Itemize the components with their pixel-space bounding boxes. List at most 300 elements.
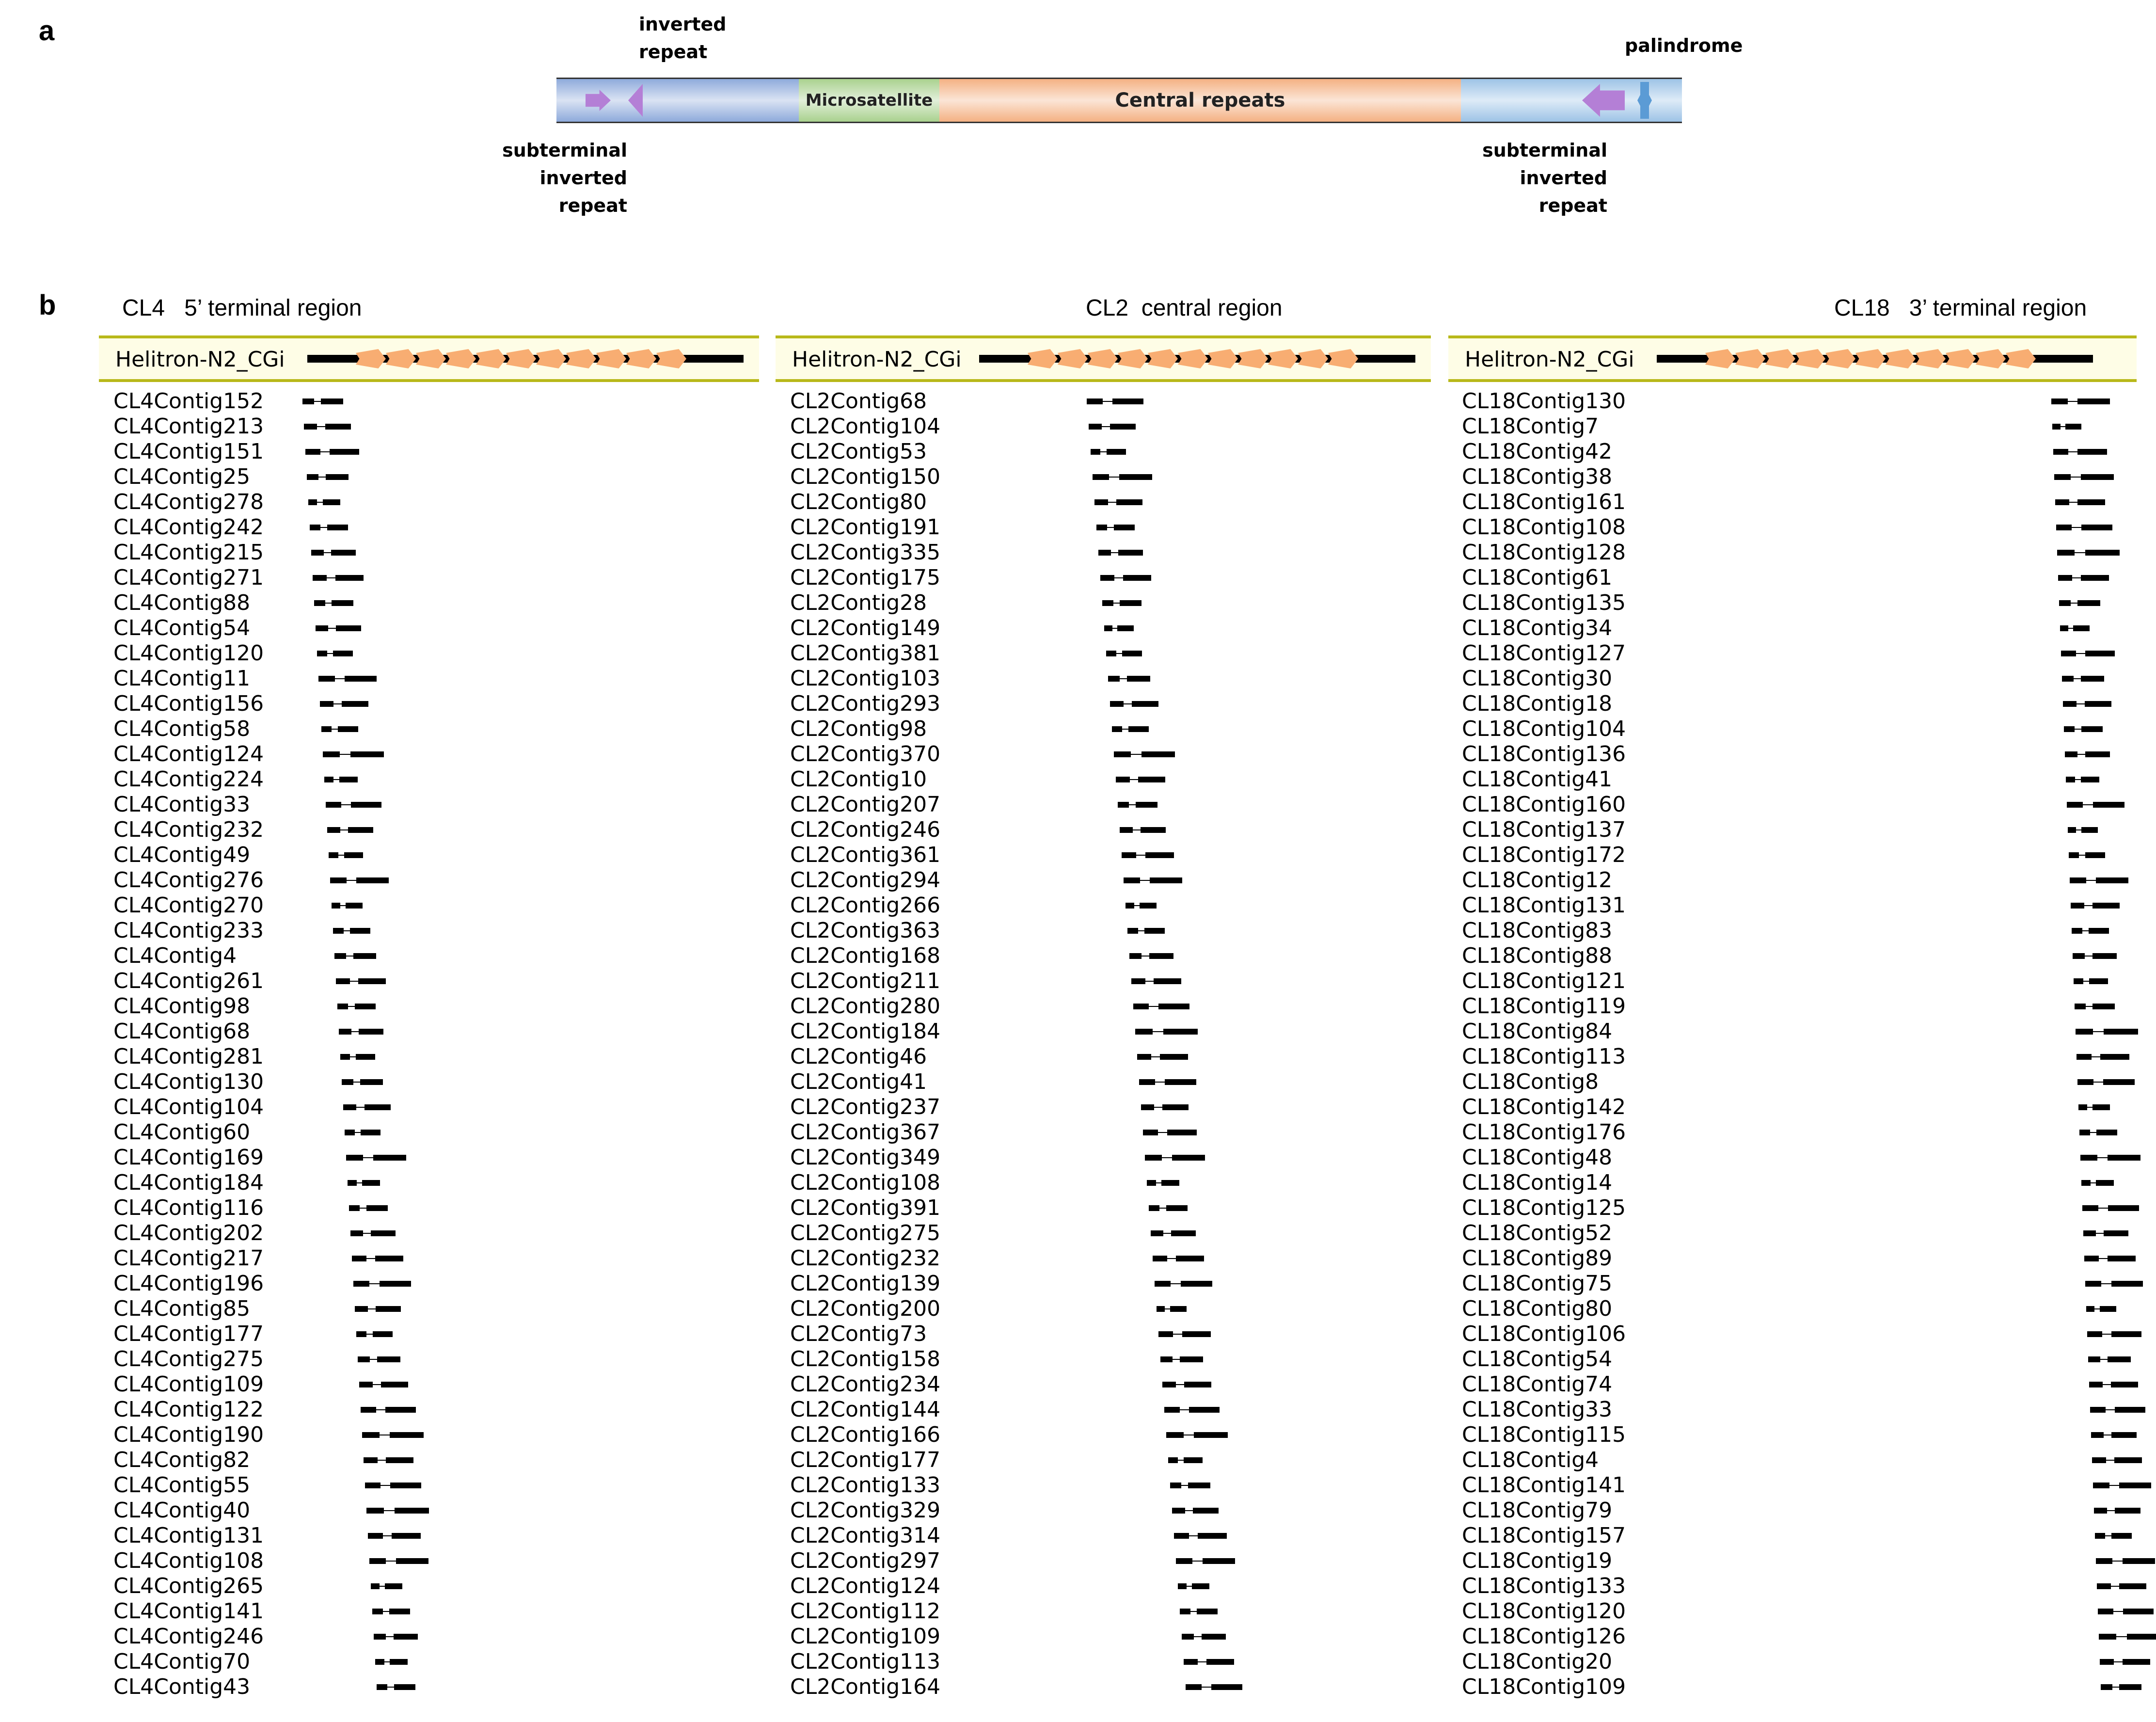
contig-name: CL2Contig103 (790, 666, 941, 691)
contig-row (1462, 1044, 2140, 1069)
alignment-bar (1149, 1205, 1188, 1211)
contig-row (113, 943, 744, 969)
alignment-bar (1096, 525, 1135, 530)
contig-row (790, 490, 1420, 515)
contig-row (790, 1271, 1420, 1296)
repeat-unit-icon (1916, 349, 1946, 368)
alignment-bar (2054, 474, 2114, 480)
contig-name: CL4Contig265 (113, 1574, 264, 1598)
contig-name: CL2Contig133 (790, 1473, 941, 1498)
contig-row (790, 641, 1420, 666)
contig-name: CL4Contig202 (113, 1221, 264, 1245)
contig-row (113, 1523, 744, 1548)
alignment-bar (1153, 1256, 1204, 1261)
contig-name: CL18Contig79 (1462, 1498, 1613, 1523)
label-subterminal-right (1482, 137, 1607, 220)
repeat-unit-icon (1855, 349, 1886, 368)
column-title-cl4: CL4 5’ terminal region (122, 295, 362, 321)
alignment-bar (304, 424, 351, 430)
alignment-bar (2082, 1205, 2139, 1211)
contig-name: CL18Contig7 (1462, 414, 1599, 439)
contig-row (790, 540, 1420, 565)
contig-row (790, 414, 1420, 439)
repeat-unit-icon (1298, 349, 1328, 368)
repeat-unit-icon (356, 349, 386, 368)
alignment-bar (1139, 1079, 1196, 1085)
reference-track-cl2 (776, 335, 1431, 382)
repeat-unit-icon (506, 349, 536, 368)
contig-name: CL4Contig98 (113, 994, 251, 1019)
alignment-bar (2058, 575, 2109, 581)
alignment-bar (1116, 777, 1165, 782)
alignment-bar (1135, 1029, 1198, 1035)
contig-list-cl4 (113, 389, 744, 1700)
contig-name: CL2Contig363 (790, 918, 941, 943)
contig-row (1462, 641, 2140, 666)
contig-row (1462, 1196, 2140, 1221)
alignment-bar (1172, 1508, 1219, 1514)
contig-name: CL18Contig74 (1462, 1372, 1613, 1397)
contig-name: CL18Contig30 (1462, 666, 1613, 691)
alignment-bar (372, 1609, 410, 1614)
alignment-bar (2051, 399, 2110, 404)
contig-name: CL4Contig141 (113, 1599, 264, 1624)
contig-row (113, 767, 744, 792)
alignment-bar (2087, 1331, 2141, 1337)
alignment-bar (2097, 1583, 2146, 1589)
repeat-unit-icon (386, 349, 416, 368)
contig-row (1462, 792, 2140, 817)
alignment-bar (2101, 1684, 2141, 1690)
alignment-bar (2095, 1533, 2132, 1539)
contig-name: CL2Contig175 (790, 565, 941, 590)
contig-name: CL18Contig128 (1462, 540, 1626, 565)
contig-row (1462, 1221, 2140, 1246)
contig-row (790, 439, 1420, 464)
contig-row (1462, 1574, 2140, 1599)
contig-row (113, 893, 744, 918)
contig-row (113, 742, 744, 767)
contig-name: CL18Contig8 (1462, 1069, 1599, 1094)
contig-row (113, 1221, 744, 1246)
alignment-bar (2060, 625, 2090, 631)
contig-name: CL4Contig40 (113, 1498, 251, 1523)
contig-row (790, 1372, 1420, 1397)
contig-name: CL18Contig160 (1462, 792, 1626, 817)
contig-row (790, 1221, 1420, 1246)
contig-row (113, 1397, 744, 1422)
alignment-bar (1110, 701, 1158, 707)
alignment-bar (339, 1029, 383, 1035)
repeat-unit-icon (596, 349, 626, 368)
contig-row (113, 1246, 744, 1271)
alignment-bar (2073, 953, 2116, 959)
contig-name: CL4Contig55 (113, 1473, 251, 1498)
contig-row (790, 717, 1420, 742)
repeat-unit-icon (446, 349, 476, 368)
alignment-bar (2098, 1609, 2154, 1614)
contig-name: CL4Contig271 (113, 565, 264, 590)
alignment-bar (371, 1583, 402, 1589)
alignment-bar (1093, 474, 1152, 480)
contig-row (1462, 1548, 2140, 1574)
contig-row (1462, 666, 2140, 691)
contig-name: CL2Contig237 (790, 1095, 941, 1119)
alignment-bar (1126, 903, 1157, 909)
contig-name: CL18Contig84 (1462, 1019, 1613, 1044)
contig-name: CL18Contig106 (1462, 1322, 1626, 1346)
alignment-bar (2068, 827, 2098, 833)
contig-row (790, 1246, 1420, 1271)
alignment-bar (1108, 676, 1150, 682)
alignment-bar (1143, 1130, 1197, 1135)
alignment-bar (323, 751, 384, 757)
alignment-bar (2089, 1382, 2138, 1387)
contig-row (113, 540, 744, 565)
contig-row (113, 1296, 744, 1322)
contig-row (1462, 540, 2140, 565)
alignment-bar (305, 449, 359, 455)
palindrome-icon (1637, 82, 1652, 119)
alignment-bar (1168, 1457, 1202, 1463)
contig-row (790, 1347, 1420, 1372)
contig-name: CL4Contig109 (113, 1372, 264, 1397)
contig-name: CL2Contig335 (790, 540, 941, 565)
contig-row (113, 1422, 744, 1448)
contig-row (113, 565, 744, 590)
label-subterminal-left (502, 137, 627, 220)
contig-row (1462, 1422, 2140, 1448)
alignment-bar (2081, 1180, 2114, 1186)
repeat-unit-icon (1028, 349, 1058, 368)
contig-row (790, 918, 1420, 943)
alignment-bar (1160, 1356, 1203, 1362)
contig-name: CL4Contig151 (113, 439, 264, 464)
contig-name: CL2Contig168 (790, 943, 941, 968)
repeat-unit-icon (476, 349, 506, 368)
contig-row (1462, 1624, 2140, 1649)
alignment-bar (1182, 1634, 1226, 1640)
contig-name: CL2Contig80 (790, 490, 927, 514)
contig-row (790, 1044, 1420, 1069)
contig-row (1462, 742, 2140, 767)
label-line: subterminal (502, 140, 627, 161)
contig-row (1462, 565, 2140, 590)
alignment-bar (362, 1432, 424, 1438)
contig-row (790, 843, 1420, 868)
contig-name: CL4Contig49 (113, 843, 251, 867)
contig-row (1462, 1322, 2140, 1347)
repeat-unit-icon (1765, 349, 1795, 368)
label-line: repeat (639, 41, 708, 63)
contig-row (1462, 767, 2140, 792)
contig-row (113, 1196, 744, 1221)
contig-row (1462, 893, 2140, 918)
contig-name: CL18Contig133 (1462, 1574, 1626, 1598)
contig-name: CL2Contig370 (790, 742, 941, 766)
contig-row (790, 464, 1420, 490)
repeat-unit-icon (1825, 349, 1855, 368)
alignment-bar (2078, 1104, 2110, 1110)
contig-name: CL4Contig246 (113, 1624, 264, 1649)
contig-row (113, 1548, 744, 1574)
contig-row (1462, 1448, 2140, 1473)
contig-name: CL4Contig131 (113, 1523, 264, 1548)
contig-name: CL2Contig207 (790, 792, 941, 817)
alignment-bar (1184, 1659, 1234, 1665)
alignment-bar (1100, 575, 1151, 581)
contig-row (1462, 515, 2140, 540)
contig-row (1462, 439, 2140, 464)
alignment-bar (308, 499, 340, 505)
alignment-bar (1147, 1180, 1179, 1186)
contig-name: CL4Contig190 (113, 1422, 264, 1447)
alignment-bar (345, 1130, 380, 1135)
alignment-bar (2070, 877, 2128, 883)
alignment-bar (2084, 1256, 2136, 1261)
contig-name: CL2Contig73 (790, 1322, 927, 1346)
segment-5-terminal (556, 79, 799, 122)
contig-row (1462, 1498, 2140, 1523)
alignment-bar (2094, 1508, 2140, 1514)
contig-row (1462, 1523, 2140, 1548)
contig-row (790, 515, 1420, 540)
contig-row (113, 691, 744, 717)
alignment-bar (1158, 1331, 1211, 1337)
contig-row (790, 969, 1420, 994)
contig-row (1462, 1372, 2140, 1397)
alignment-bar (1164, 1407, 1220, 1413)
contig-name: CL2Contig329 (790, 1498, 941, 1523)
alignment-bar (1137, 1054, 1188, 1060)
alignment-bar (332, 903, 363, 909)
contig-name: CL2Contig68 (790, 389, 927, 414)
contig-name: CL2Contig113 (790, 1649, 941, 1674)
contig-name: CL2Contig314 (790, 1523, 941, 1548)
contig-name: CL2Contig297 (790, 1548, 941, 1573)
contig-name: CL2Contig200 (790, 1296, 941, 1321)
contig-row (790, 565, 1420, 590)
contig-name: CL18Contig172 (1462, 843, 1626, 867)
contig-name: CL4Contig11 (113, 666, 251, 691)
alignment-bar (2080, 1155, 2140, 1161)
repeat-unit-icon (1088, 349, 1118, 368)
reference-track-cl4 (99, 335, 759, 382)
contig-row (1462, 1095, 2140, 1120)
alignment-bar (2061, 651, 2115, 656)
contig-row (790, 1145, 1420, 1170)
contig-row (113, 439, 744, 464)
contig-name: CL2Contig158 (790, 1347, 941, 1371)
contig-row (113, 1019, 744, 1044)
contig-name: CL2Contig139 (790, 1271, 941, 1296)
alignment-bar (348, 1180, 380, 1186)
contig-name: CL4Contig232 (113, 817, 264, 842)
alignment-bar (342, 1079, 383, 1085)
contig-name: CL2Contig349 (790, 1145, 941, 1170)
repeat-unit-icon (536, 349, 566, 368)
alignment-bar (1102, 600, 1141, 606)
contig-name: CL18Contig131 (1462, 893, 1626, 918)
repeat-unit-icon (1328, 349, 1358, 368)
subterminal-arrow-left-icon (1582, 84, 1625, 117)
contig-name: CL4Contig54 (113, 616, 251, 640)
contig-row (1462, 1599, 2140, 1624)
alignment-bar (2052, 424, 2081, 430)
contig-name: CL18Contig52 (1462, 1221, 1613, 1245)
alignment-bar (368, 1533, 421, 1539)
contig-name: CL4Contig276 (113, 868, 264, 893)
alignment-bar (326, 802, 381, 808)
contig-name: CL18Contig33 (1462, 1397, 1613, 1422)
contig-name: CL18Contig61 (1462, 565, 1613, 590)
contig-row (790, 1624, 1420, 1649)
contig-row (113, 1448, 744, 1473)
repeat-unit-icon (1735, 349, 1765, 368)
contig-row (113, 464, 744, 490)
contig-name: CL4Contig242 (113, 515, 264, 540)
alignment-bar (2079, 1130, 2117, 1135)
contig-list-cl2 (790, 389, 1420, 1700)
contig-row (113, 994, 744, 1019)
segment-central-repeats (939, 79, 1461, 122)
alignment-bar (310, 525, 348, 530)
contig-row (790, 1548, 1420, 1574)
contig-name: CL18Contig135 (1462, 590, 1626, 615)
alignment-bar (356, 1331, 393, 1337)
contig-name: CL18Contig89 (1462, 1246, 1613, 1271)
contig-name: CL18Contig12 (1462, 868, 1613, 893)
contig-name: CL18Contig4 (1462, 1448, 1599, 1472)
alignment-bar (2090, 1407, 2145, 1413)
contig-name: CL18Contig121 (1462, 969, 1626, 993)
contig-row (113, 868, 744, 893)
contig-name: CL4Contig270 (113, 893, 264, 918)
alignment-bar (1151, 1230, 1196, 1236)
alignment-bar (1118, 802, 1157, 808)
alignment-bar (2063, 701, 2111, 707)
alignment-bar (2069, 852, 2105, 858)
label-line: repeat (558, 195, 627, 216)
contig-row (113, 1574, 744, 1599)
contig-row (1462, 464, 2140, 490)
contig-row (113, 1624, 744, 1649)
contig-name: CL4Contig275 (113, 1347, 264, 1371)
alignment-bar (1104, 625, 1134, 631)
alignment-bar (330, 877, 389, 883)
repeat-unit-icon (2006, 349, 2036, 368)
inverted-repeat-arrow-left-icon (628, 84, 643, 117)
alignment-bar (1186, 1684, 1242, 1690)
alignment-bar (2053, 449, 2107, 455)
contig-row (790, 666, 1420, 691)
alignment-bar (2088, 1356, 2131, 1362)
contig-name: CL18Contig19 (1462, 1548, 1613, 1573)
alignment-bar (334, 953, 376, 959)
contig-row (113, 666, 744, 691)
alignment-bar (2077, 1079, 2135, 1085)
helitron-schematic (556, 78, 1682, 123)
alignment-bar (2055, 499, 2105, 505)
repeat-unit-icon (1976, 349, 2006, 368)
panel-a-letter: a (39, 15, 55, 47)
contig-name: CL18Contig157 (1462, 1523, 1626, 1548)
contig-name: CL18Contig34 (1462, 616, 1613, 640)
contig-row (113, 616, 744, 641)
contig-row (1462, 1170, 2140, 1196)
contig-row (1462, 994, 2140, 1019)
alignment-bar (2086, 1306, 2116, 1312)
alignment-bar (2085, 1281, 2143, 1287)
alignment-bar (1122, 852, 1174, 858)
repeat-unit-icon (656, 349, 686, 368)
repeat-unit-icon (1208, 349, 1238, 368)
contig-row (790, 1397, 1420, 1422)
contig-name: CL4Contig68 (113, 1019, 251, 1044)
contig-row (1462, 868, 2140, 893)
contig-name: CL18Contig120 (1462, 1599, 1626, 1624)
contig-name: CL2Contig211 (790, 969, 941, 993)
alignment-bar (302, 399, 343, 404)
contig-name: CL4Contig233 (113, 918, 264, 943)
repeat-unit-icon (1148, 349, 1178, 368)
contig-name: CL2Contig144 (790, 1397, 941, 1422)
contig-name: CL2Contig361 (790, 843, 941, 867)
contig-name: CL18Contig42 (1462, 439, 1613, 464)
label-line: inverted (539, 167, 627, 189)
repeat-unit-icon (1118, 349, 1148, 368)
contig-row (1462, 1473, 2140, 1498)
alignment-bar (2091, 1432, 2137, 1438)
contig-row (1462, 1271, 2140, 1296)
contig-row (790, 1574, 1420, 1599)
contig-row (790, 1674, 1420, 1700)
contig-row (790, 1473, 1420, 1498)
label-line: repeat (1538, 195, 1607, 216)
alignment-bar (377, 1684, 415, 1690)
contig-row (1462, 1347, 2140, 1372)
contig-name: CL4Contig196 (113, 1271, 264, 1296)
contig-row (1462, 1120, 2140, 1145)
contig-name: CL2Contig275 (790, 1221, 941, 1245)
alignment-bar (2062, 676, 2104, 682)
contig-row (790, 1322, 1420, 1347)
alignment-bar (352, 1256, 403, 1261)
contig-name: CL4Contig177 (113, 1322, 264, 1346)
reference-label: Helitron-N2_CGi (792, 347, 962, 372)
alignment-bar (2093, 1483, 2151, 1488)
alignment-bar (2065, 751, 2110, 757)
repeat-unit-icon (416, 349, 446, 368)
alignment-bar (337, 1004, 376, 1009)
contig-row (1462, 414, 2140, 439)
contig-name: CL2Contig28 (790, 590, 927, 615)
alignment-bar (1114, 751, 1175, 757)
alignment-bar (1162, 1382, 1211, 1387)
contig-name: CL2Contig246 (790, 817, 941, 842)
contig-name: CL2Contig381 (790, 641, 941, 666)
repeat-unit-icon (1946, 349, 1976, 368)
contig-name: CL2Contig98 (790, 717, 927, 741)
contig-row (113, 490, 744, 515)
contig-name: CL18Contig48 (1462, 1145, 1613, 1170)
contig-row (790, 1523, 1420, 1548)
repeat-unit-icon (1705, 349, 1735, 368)
alignment-bar (355, 1306, 401, 1312)
contig-name: CL4Contig88 (113, 590, 251, 615)
contig-name: CL18Contig109 (1462, 1674, 1626, 1699)
contig-name: CL4Contig104 (113, 1095, 264, 1119)
